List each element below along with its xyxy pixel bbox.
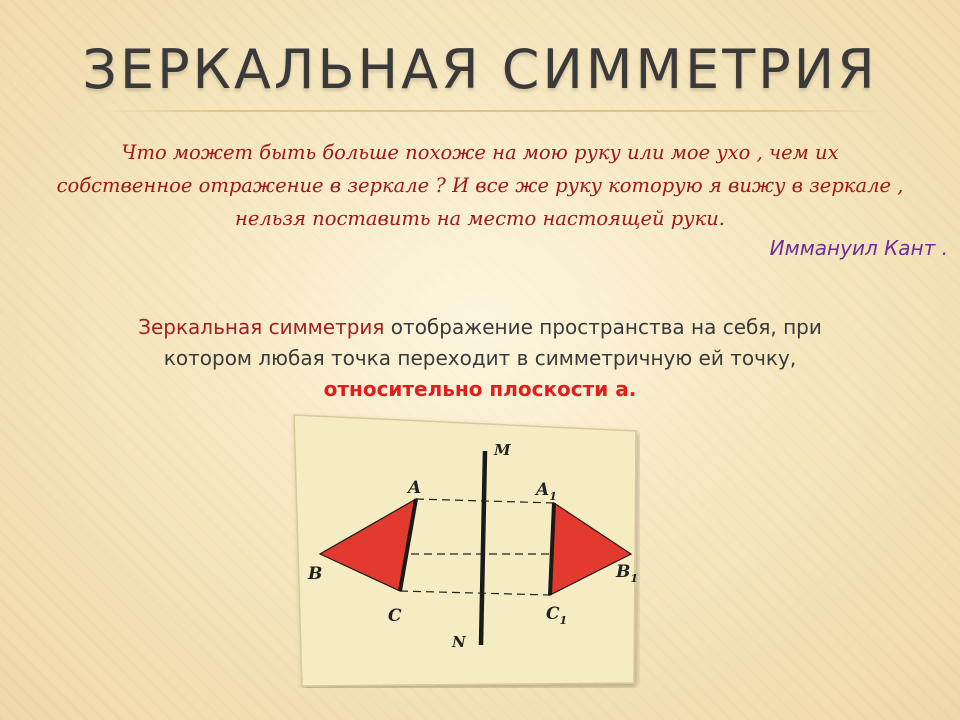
definition-term: Зеркальная симметрия xyxy=(138,315,385,339)
definition-line-2: котором любая точка переходит в симметричную ей точку, xyxy=(163,346,797,370)
quote-line-3: нельзя поставить на место настоящей руки. xyxy=(235,207,725,230)
symmetry-figure xyxy=(288,413,640,688)
label-b1-subscript: 1 xyxy=(630,572,639,585)
label-a1-letter: A xyxy=(536,480,550,500)
quote-line-2: собственное отражение в зеркале ? И все же руку которую я вижу в зеркале , xyxy=(56,174,904,197)
label-n: N xyxy=(452,633,466,651)
label-b1-letter: B xyxy=(616,562,631,582)
slide-title: ЗЕРКАЛЬНАЯ СИММЕТРИЯ xyxy=(82,38,878,101)
definition-text-1: отображение пространства на себя, при xyxy=(384,315,822,339)
quote-line-1: Что может быть больше похоже на мою руку или мое ухо , чем их xyxy=(121,141,839,164)
label-c1-subscript: 1 xyxy=(559,614,568,627)
label-a1-subscript: 1 xyxy=(549,490,557,503)
label-c: C xyxy=(388,606,402,626)
definition-line-1 xyxy=(40,312,920,343)
label-m: M xyxy=(494,441,511,459)
label-c1-letter: C xyxy=(546,604,560,624)
title-underline xyxy=(100,110,890,112)
quote-author: Иммануил Кант . xyxy=(769,236,948,260)
definition-line-3: относительно плоскости а. xyxy=(323,377,637,401)
label-b: B xyxy=(308,564,323,584)
label-a: A xyxy=(408,478,422,498)
definition-block xyxy=(40,312,920,405)
quote-block xyxy=(0,136,960,235)
